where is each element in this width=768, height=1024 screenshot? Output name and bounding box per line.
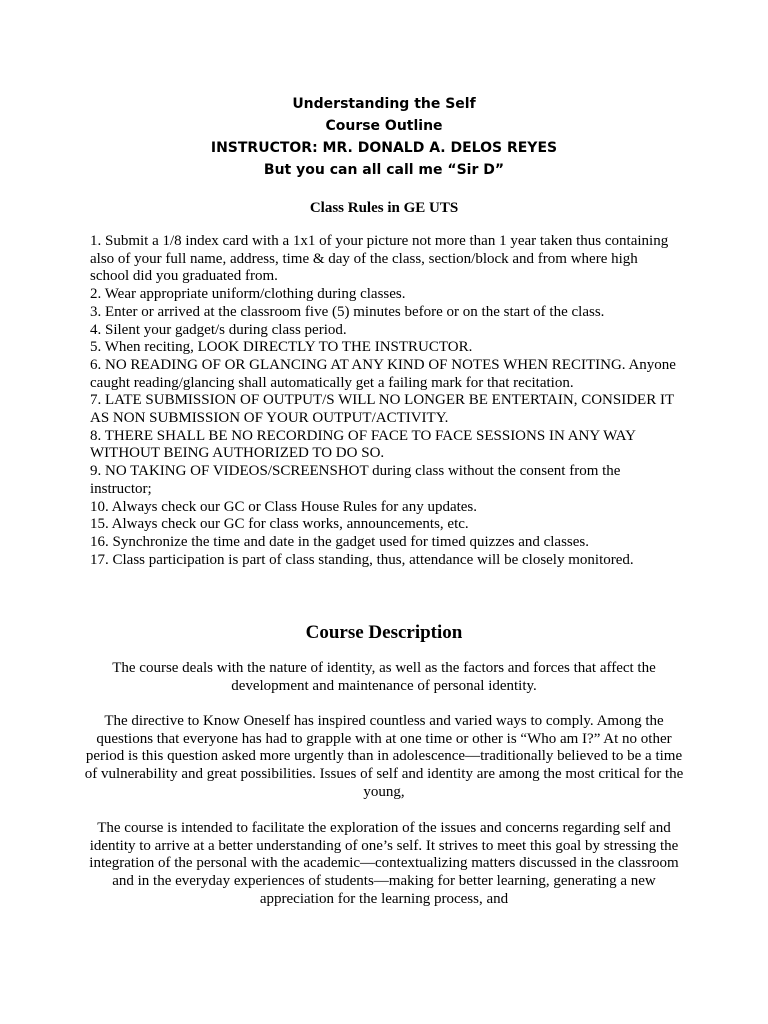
rule-item: 8. THERE SHALL BE NO RECORDING OF FACE TO FACE SESSIONS IN ANY WAY WITHOUT BEING AUTHORIZED TO DO SO. (90, 427, 636, 462)
rule-item: 3. Enter or arrived at the classroom five (5) minutes before or on the start of the class. (90, 303, 605, 320)
rule-item: 16. Synchronize the time and date in the gadget used for timed quizzes and classes. (90, 533, 590, 550)
description-paragraph: The directive to Know Oneself has inspired countless and varied ways to comply. Among the questions that everyone has had to grapple with at one time or other is “Who am I?” At no other period is this question asked more urgently than in adolescence—traditionally believed to be a time of vulnerability and great possibilities. Issues of self and identity are among the most critical for the young, (84, 713, 684, 800)
rule-item: 6. NO READING OF OR GLANCING AT ANY KIND OF NOTES WHEN RECITING. Anyone caught reading/glancing shall automatically get a failing mark for that recitation. (90, 356, 676, 391)
rules-list (90, 233, 680, 569)
rule-item: 4. Silent your gadget/s during class period. (90, 321, 347, 338)
course-title: Understanding the Self (292, 96, 476, 112)
document-header (0, 93, 768, 181)
description-paragraph: The course is intended to facilitate the exploration of the issues and concerns regarding self and identity to arrive at a better understanding of one’s self. It strives to meet this goal by stressing the integration of the personal with the academic—contextualizing matters discussed in the classroom and in the everyday experiences of students—making for better learning, generating a new appreciation for the learning process, and (89, 820, 679, 907)
course-description-heading: Course Description (305, 622, 463, 643)
rule-item: 1. Submit a 1/8 index card with a 1x1 of your picture not more than 1 year taken thus containing also of your full name, address, time & day of the class, section/block and from where high school did you graduated from. (90, 233, 669, 285)
rule-item: 2. Wear appropriate uniform/clothing during classes. (90, 286, 406, 303)
rule-item: 5. When reciting, LOOK DIRECTLY TO THE INSTRUCTOR. (90, 339, 473, 356)
description-paragraph: The course deals with the nature of identity, as well as the factors and forces that affect the development and maintenance of personal identity. (112, 660, 656, 694)
rule-item: 17. Class participation is part of class standing, thus, attendance will be closely monitored. (90, 551, 634, 568)
instructor-name: INSTRUCTOR: MR. DONALD A. DELOS REYES (210, 140, 558, 156)
rule-item: 7. LATE SUBMISSION OF OUTPUT/S WILL NO LONGER BE ENTERTAIN, CONSIDER IT AS NON SUBMISSION OF YOUR OUTPUT/ACTIVITY. (90, 392, 674, 427)
rule-item: 9. NO TAKING OF VIDEOS/SCREENSHOT during class without the consent from the instructor; (90, 463, 621, 497)
instructor-nickname: But you can all call me “Sir D” (263, 162, 505, 178)
rule-item: 15. Always check our GC for class works, announcements, etc. (90, 516, 469, 533)
rule-item: 10. Always check our GC or Class House Rules for any updates. (90, 498, 478, 515)
rules-heading: Class Rules in GE UTS (309, 200, 459, 216)
document-subtitle: Course Outline (325, 118, 443, 134)
